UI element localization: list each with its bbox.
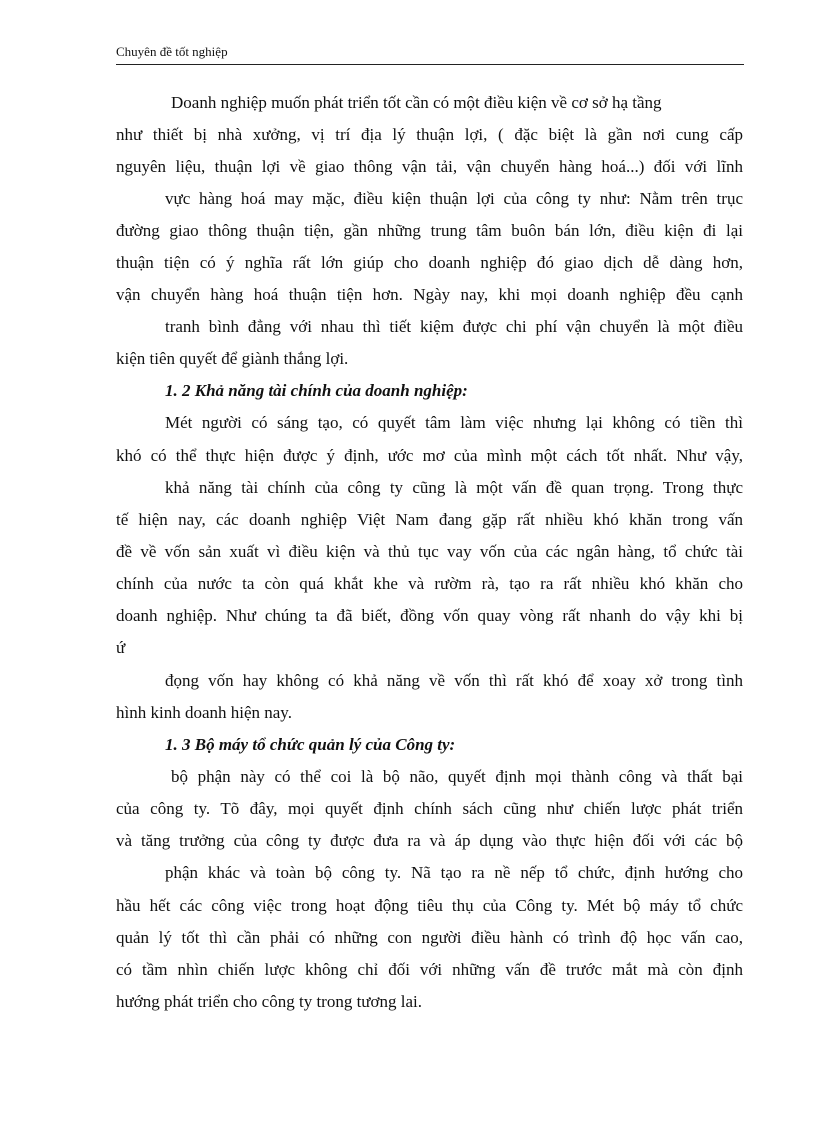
text-line: chính của nước ta còn quá khắt khe và rườm rà, tạo ra rất nhiều khó khăn cho [116,574,743,593]
text-line: kiện tiên quyết để giành thắng lợi. [116,349,349,368]
text-line: vực hàng hoá may mặc, điều kiện thuận lợi của công ty như: Nằm trên trục [165,189,743,208]
text-line: vận chuyển hàng hoá thuận tiện hơn. Ngày nay, khi mọi doanh nghiệp đều cạnh [116,285,743,304]
text-line: phận khác và toàn bộ công ty. Nã tạo ra nề nếp tổ chức, định hướng cho [165,863,743,882]
text-line: hướng phát triển cho công ty trong tương lai. [116,992,422,1011]
text-line: hầu hết các công việc trong hoạt động tiêu thụ của Công ty. Mét bộ máy tổ chức [116,896,743,915]
header-divider [116,64,744,65]
text-line: khả năng tài chính của công ty cũng là một vấn đề quan trọng. Trong thực [165,478,743,497]
text-line: ứ [116,638,126,657]
text-line: như thiết bị nhà xưởng, vị trí địa lý thuận lợi, ( đặc biệt là gần nơi cung cấp [116,125,743,144]
text-line: thuận tiện có ý nghĩa rất lớn giúp cho doanh nghiệp đó giao dịch dễ dàng hơn, [116,253,743,272]
text-line: và tăng trưởng của công ty được đưa ra và áp dụng vào thực hiện đối với các bộ [116,831,743,850]
text-line: tế hiện nay, các doanh nghiệp Việt Nam đang gặp rất nhiều khó khăn trong vấn [116,510,743,529]
section-heading: 1. 3 Bộ máy tổ chức quản lý của Công ty: [165,735,456,754]
text-line: Doanh nghiệp muốn phát triển tốt cần có một điều kiện về cơ sở hạ tầng [171,93,662,112]
text-line: Mét người có sáng tạo, có quyết tâm làm việc nhưng lại không có tiền thì [165,413,743,432]
text-line: đề về vốn sản xuất vì điều kiện và thủ tục vay vốn của các ngân hàng, tổ chức tài [116,542,743,561]
text-line: hình kinh doanh hiện nay. [116,703,292,722]
page-header-title: Chuyên đề tốt nghiệp [116,44,228,59]
text-line: quản lý tốt thì cần phải có những con người điều hành có trình độ học vấn cao, [116,928,743,947]
text-line: khó có thể thực hiện được ý định, ước mơ của mình một cách tốt nhất. Như vậy, [116,446,743,465]
text-line: bộ phận này có thể coi là bộ não, quyết định mọi thành công và thất bại [171,767,743,786]
text-line: doanh nghiệp. Như chúng ta đã biết, đồng vốn quay vòng rất nhanh do vậy khi bị [116,606,743,625]
text-line: đường giao thông thuận tiện, gần những trung tâm buôn bán lớn, điều kiện đi lại [116,221,743,240]
text-line: nguyên liệu, thuận lợi về giao thông vận tải, vận chuyển hàng hoá...) đối với lĩnh [116,157,743,176]
text-line: đọng vốn hay không có khả năng về vốn thì rất khó để xoay xở trong tình [165,671,743,690]
text-line: của công ty. Tõ đây, mọi quyết định chính sách cũng như chiến lược phát triển [116,799,743,818]
section-heading: 1. 2 Khả năng tài chính của doanh nghiệp: [165,381,468,400]
text-line: có tầm nhìn chiến lược không chỉ đối với những vấn đề trước mắt mà còn định [116,960,743,979]
text-line: tranh bình đẳng với nhau thì tiết kiệm được chi phí vận chuyển là một điều [165,317,743,336]
